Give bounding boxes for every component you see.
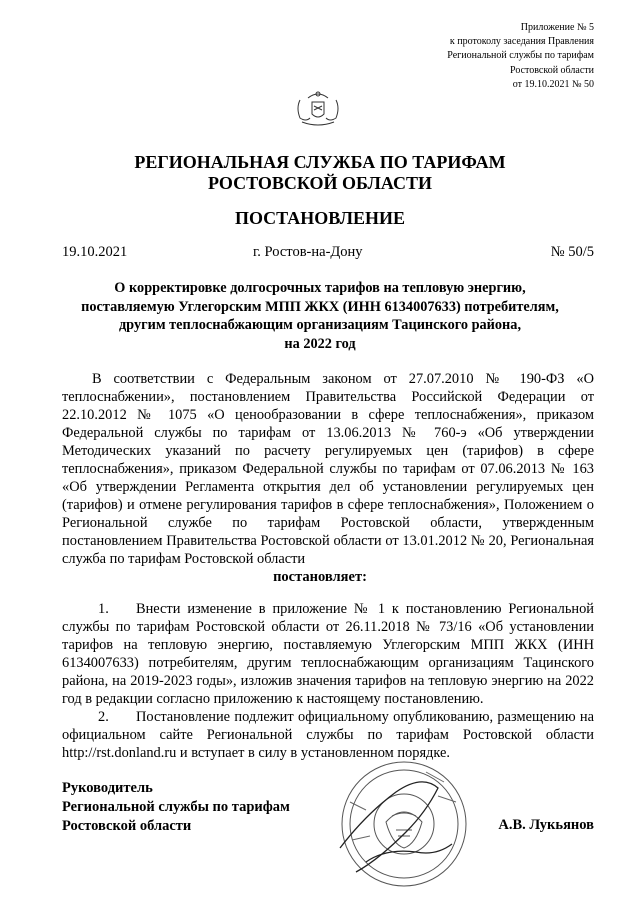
org-line: РОСТОВСКОЙ ОБЛАСТИ (208, 173, 432, 193)
signatory-line: Региональной службы по тарифам (62, 799, 290, 815)
coat-of-arms-icon (294, 88, 342, 128)
document-date: 19.10.2021 (62, 244, 128, 260)
official-seal-icon (326, 752, 476, 892)
resolves-heading: постановляет: (273, 569, 367, 585)
title-line: на 2022 год (284, 335, 356, 352)
appendix-line: к протоколу заседания Правления (449, 36, 594, 48)
item-number: 2. (98, 709, 109, 725)
signatory-line: Ростовской области (62, 818, 192, 834)
resolution-item (62, 600, 594, 708)
signatory-name: А.В. Лукьянов (498, 817, 594, 833)
appendix-line: Приложение № 5 (520, 22, 594, 33)
resolution-items (62, 600, 594, 762)
organization-name (0, 152, 640, 194)
appendix-line: Региональной службы по тарифам (447, 50, 594, 62)
signatory-position (62, 779, 290, 836)
title-line: другим теплоснабжающим организациям Тацинского района, (118, 317, 522, 333)
appendix-note (354, 21, 594, 92)
org-line: РЕГИОНАЛЬНАЯ СЛУЖБА ПО ТАРИФАМ (134, 152, 506, 172)
document-title (40, 279, 600, 353)
item-number: 1. (98, 601, 109, 617)
signatory-line: Руководитель (62, 780, 153, 796)
appendix-line: Ростовской области (510, 64, 594, 76)
preamble-paragraph: В соответствии с Федеральным законом от 27.07.2010 № 190-ФЗ «О теплоснабжении», постановлением Правительства Российской Федерации от 22.10.2012 № 1075 «О ценообразовании в сфере теплоснабжения», приказом Федеральной службы по тарифам от 13.06.2013 № 760-э «Об утверждении Методических указаний по расчету регулируемых цен (тарифов) в сфере теплоснабжения», приказом Федеральной службы по тарифам от 07.06.2013 № 163 «Об утверждении Регламента открытия дел об установлении регулируемых цен (тарифов) и отмене регулирования тарифов в сфере теплоснабжения», Положением о Региональной службе по тарифам Ростовской области, утвержденным постановлением Правительства Ростовской области от 13.01.2012 № 20, Региональная служба по тарифам Ростовской области (62, 371, 594, 567)
document-place: г. Ростов-на-Дону (253, 244, 363, 260)
item-text: Внести изменение в приложение № 1 к постановлению Региональной службы по тарифам Ростовской области от 26.11.2018 № 73/16 «Об установлении тарифов на тепловую энергию, поставляемую Углегорским МПП ЖКХ (ИНН 6134007633) потребителям, другим теплоснабжающим организациям Тацинского района, на 2019-2023 годы», изложив значения тарифов на тепловую энергию на 2022 год в редакции согласно приложению к настоящему постановлению. (62, 601, 594, 707)
document-type: ПОСТАНОВЛЕНИЕ (234, 208, 406, 228)
item-text: Постановление подлежит официальному опубликованию, размещению на официальном сайте Региональной службы по тарифам Ростовской области http://rst.donland.ru и вступает в силу в установленном порядке. (62, 709, 594, 761)
appendix-line: от 19.10.2021 № 50 (512, 78, 594, 90)
title-line: О корректировке долгосрочных тарифов на тепловую энергию, (114, 280, 526, 296)
title-line: поставляемую Углегорским МПП ЖКХ (ИНН 6134007633) потребителям, (81, 298, 559, 315)
document-number: № 50/5 (550, 244, 594, 260)
